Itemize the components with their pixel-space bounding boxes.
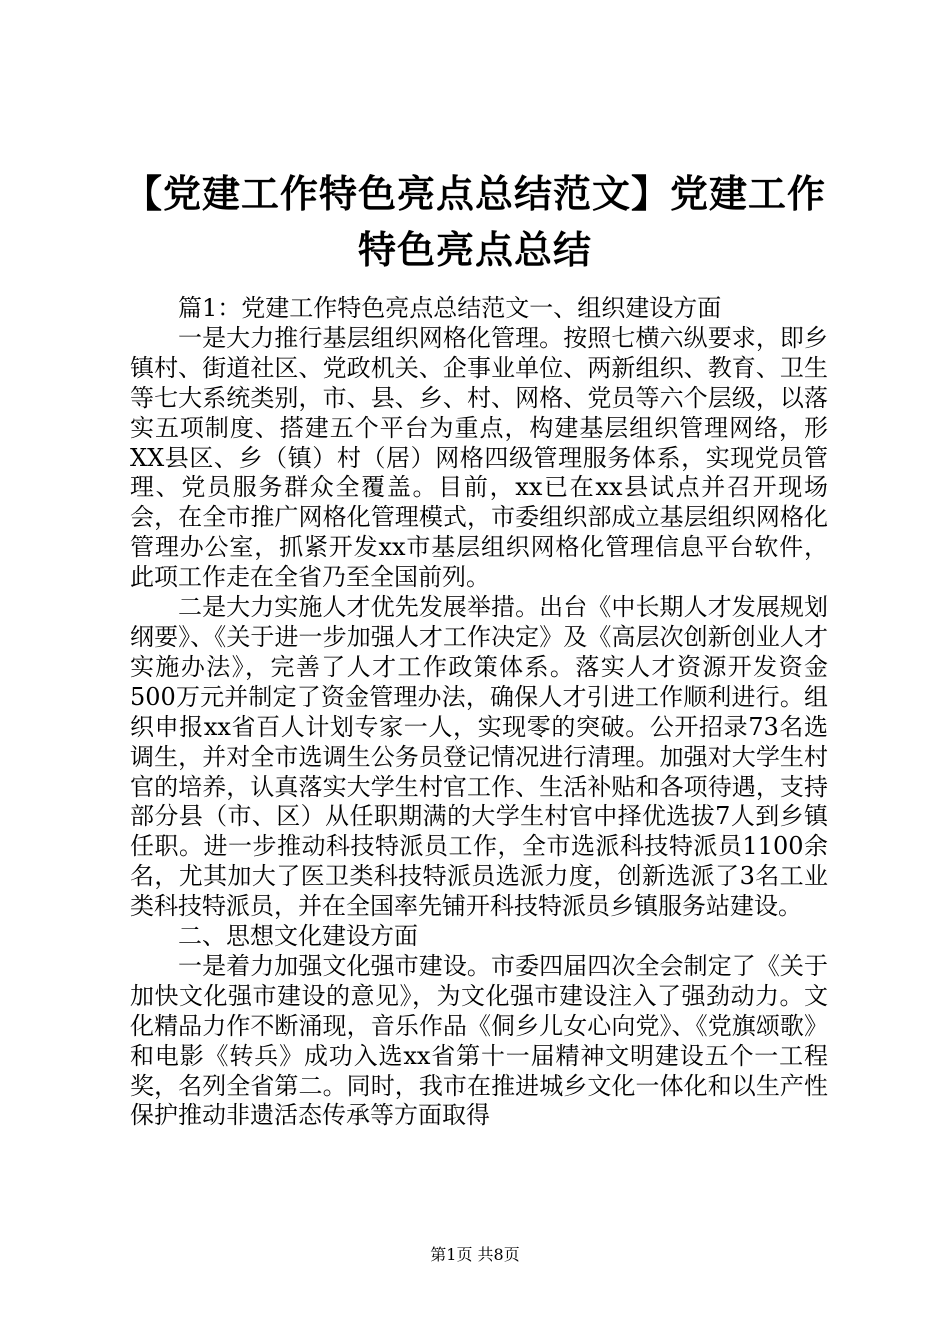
paragraph-1: 一是大力推行基层组织网格化管理。按照七横六纵要求，即乡镇村、街道社区、党政机关、企事业单位、两新组织、教育、卫生等七大系统类别，市、县、乡、村、网格、党员等六个层级，以落实五项制度、搭建五个平台为重点，构建基层组织管理网络，形XX县区、乡（镇）村（居）网格四级管理服务体系，实现党员管理、党员服务群众全覆盖。目前，xx已在xx县试点并召开现场会，在全市推广网格化管理模式，市委组织部成立基层组织网格化管理办公室，抓紧开发xx市基层组织网格化管理信息平台软件，此项工作走在全省乃至全国前列。: [130, 323, 828, 592]
page-footer: 第1页 共8页: [430, 1245, 520, 1264]
paragraph-heading-2: 二、思想文化建设方面: [178, 922, 418, 951]
paragraph-3: 一是着力加强文化强市建设。市委四届四次全会制定了《关于加快文化强市建设的意见》，为文化强市建设注入了强劲动力。文化精品力作不断涌现，音乐作品《侗乡儿女心向党》、《党旗颂歌》和电影《转兵》成功入选xx省第十一届精神文明建设五个一工程奖，名列全省第二。同时，我市在推进城乡文化一体化和以生产性保护推动非遗活态传承等方面取得: [130, 951, 828, 1130]
document-title: 【党建工作特色亮点总结范文】党建工作特色亮点总结: [123, 172, 826, 272]
document-body: [130, 294, 828, 1131]
paragraph-heading-1: 篇1：党建工作特色亮点总结范文一、组织建设方面: [178, 294, 722, 322]
paragraph-2: 二是大力实施人才优先发展举措。出台《中长期人才发展规划纲要》、《关于进一步加强人才工作决定》及《高层次创新创业人才实施办法》，完善了人才工作政策体系。落实人才资源开发资金500万元并制定了资金管理办法，确保人才引进工作顺利进行。组织申报xx省百人计划专家一人，实现零的突破。公开招录73名选调生，并对全市选调生公务员登记情况进行清理。加强对大学生村官的培养，认真落实大学生村官工作、生活补贴和各项待遇，支持部分县（市、区）从任职期满的大学生村官中择优选拔7人到乡镇任职。进一步推动科技特派员工作，全市选派科技特派员1100余名，尤其加大了医卫类科技特派员选派力度，创新选派了3名工业类科技特派员，并在全国率先铺开科技特派员乡镇服务站建设。: [130, 593, 828, 921]
